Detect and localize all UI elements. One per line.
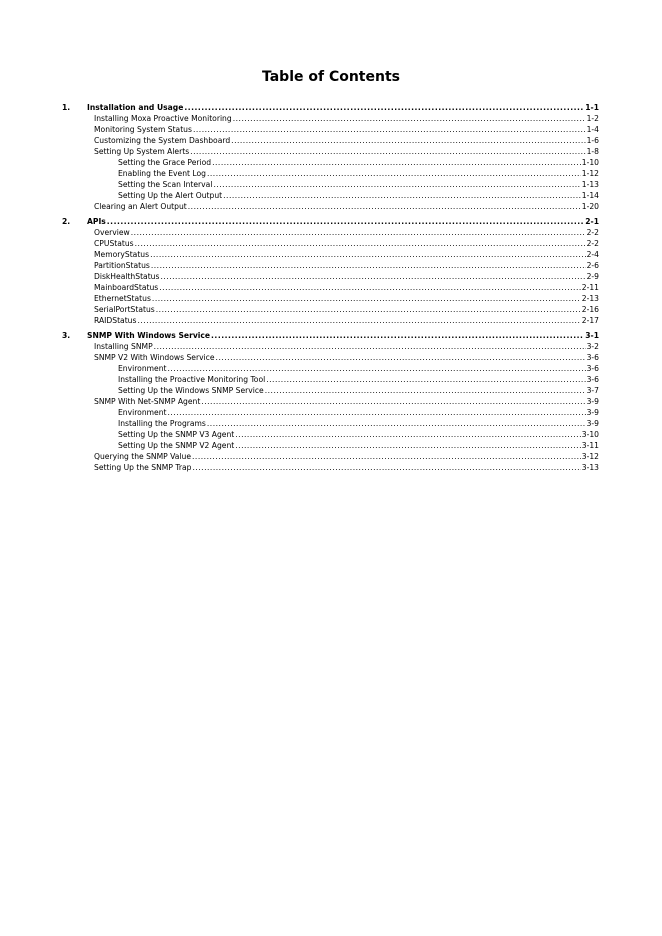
toc-subsection-entry[interactable]: [62, 407, 599, 418]
toc-entry-title: Environment: [118, 364, 167, 373]
toc-entry-title: Clearing an Alert Output: [94, 202, 187, 211]
dot-leader: [211, 330, 584, 341]
toc-chapter-title: SNMP With Windows Service: [87, 331, 211, 340]
toc-subsection-entry[interactable]: [62, 179, 599, 190]
toc-section-entry[interactable]: [62, 201, 599, 212]
toc-page-number: 1-4: [586, 125, 599, 134]
dot-leader: [131, 227, 586, 238]
toc-entry-title: Enabling the Event Log: [118, 169, 206, 178]
dot-leader: [192, 462, 580, 473]
dot-leader: [216, 352, 586, 363]
toc-entry-title: Overview: [94, 228, 130, 237]
dot-leader: [150, 249, 586, 260]
toc-page-number: 1-6: [586, 136, 599, 145]
toc-chapter-title: Installation and Usage: [87, 103, 184, 112]
toc-subsection-entry[interactable]: [62, 190, 599, 201]
dot-leader: [265, 385, 586, 396]
dot-leader: [192, 451, 581, 462]
toc-page-number: 2-9: [586, 272, 599, 281]
toc-section-entry[interactable]: [62, 315, 599, 326]
toc-entry-title: MemoryStatus: [94, 250, 150, 259]
toc-section-entry[interactable]: [62, 135, 599, 146]
toc-section-entry[interactable]: [62, 396, 599, 407]
toc-entry-title: DiskHealthStatus: [94, 272, 160, 281]
toc-entry-title: Environment: [118, 408, 167, 417]
toc-page-number: 2-16: [581, 305, 599, 314]
toc-entry-title: SerialPortStatus: [94, 305, 155, 314]
toc-section-entry[interactable]: [62, 462, 599, 473]
dot-leader: [152, 293, 581, 304]
toc-page-number: 2-13: [581, 294, 599, 303]
dot-leader: [231, 135, 585, 146]
toc-entry-title: Setting Up the Windows SNMP Service: [118, 386, 264, 395]
dot-leader: [135, 238, 586, 249]
toc-page-number: 3-9: [586, 408, 599, 417]
toc-entry-title: Installing the Programs: [118, 419, 206, 428]
toc-page-number: 1-14: [581, 191, 599, 200]
toc-page-number: 3-1: [585, 331, 599, 340]
page-title: Table of Contents: [261, 69, 400, 85]
toc-page-number: 3-12: [581, 452, 599, 461]
toc-page-number: 3-11: [581, 441, 599, 450]
toc-section-entry[interactable]: [62, 124, 599, 135]
toc-section-entry[interactable]: [62, 293, 599, 304]
dot-leader: [156, 304, 581, 315]
dot-leader: [201, 396, 585, 407]
dot-leader: [266, 374, 585, 385]
toc-page-number: 1-2: [586, 114, 599, 123]
toc-entry-title: Customizing the System Dashboard: [94, 136, 231, 145]
dot-leader: [207, 168, 581, 179]
toc-page-number: 2-1: [585, 217, 599, 226]
toc-entry-title: Setting Up the SNMP Trap: [94, 463, 192, 472]
toc-section-entry[interactable]: [62, 238, 599, 249]
toc-entry-title: Installing SNMP: [94, 342, 153, 351]
toc-page-number: 2-2: [586, 239, 599, 248]
toc-page-number: 2-11: [581, 283, 599, 292]
toc-chapter-entry[interactable]: [62, 330, 599, 341]
toc-entry-title: PartitionStatus: [94, 261, 150, 270]
toc-chapter-title: APIs: [87, 217, 106, 226]
toc-page-number: 1-20: [581, 202, 599, 211]
toc-section-entry[interactable]: [62, 227, 599, 238]
toc-page-number: 3-7: [586, 386, 599, 395]
dot-leader: [107, 216, 584, 227]
dot-leader: [159, 282, 581, 293]
toc-section-entry[interactable]: [62, 341, 599, 352]
toc-page-number: 3-6: [586, 364, 599, 373]
dot-leader: [151, 260, 586, 271]
toc-chapter-entry[interactable]: [62, 216, 599, 227]
toc-page-number: 3-6: [586, 353, 599, 362]
dot-leader: [235, 440, 581, 451]
toc-section-entry[interactable]: [62, 304, 599, 315]
toc-page-number: 3-10: [581, 430, 599, 439]
toc-page-number: 1-8: [586, 147, 599, 156]
toc-section-entry[interactable]: [62, 260, 599, 271]
toc-section-entry[interactable]: [62, 113, 599, 124]
toc-entry-title: Installing Moxa Proactive Monitoring: [94, 114, 232, 123]
toc-subsection-entry[interactable]: [62, 168, 599, 179]
toc-entry-title: CPUStatus: [94, 239, 134, 248]
toc-subsection-entry[interactable]: [62, 429, 599, 440]
toc-section-entry[interactable]: [62, 451, 599, 462]
toc-chapter-number: 2.: [62, 217, 71, 226]
toc-page-number: 1-12: [581, 169, 599, 178]
toc-entry-title: Installing the Proactive Monitoring Tool: [118, 375, 266, 384]
toc-page-number: 3-9: [586, 419, 599, 428]
toc-section-entry[interactable]: [62, 249, 599, 260]
toc-subsection-entry[interactable]: [62, 385, 599, 396]
toc-page-number: 2-6: [586, 261, 599, 270]
dot-leader: [235, 429, 581, 440]
toc-page-number: 3-9: [586, 397, 599, 406]
toc-subsection-entry[interactable]: [62, 374, 599, 385]
toc-chapter-number: 1.: [62, 103, 71, 112]
toc-chapter-number: 3.: [62, 331, 71, 340]
table-of-contents: [62, 102, 599, 473]
toc-page-number: 2-17: [581, 316, 599, 325]
toc-entry-title: Setting Up the Alert Output: [118, 191, 223, 200]
toc-section-entry[interactable]: [62, 282, 599, 293]
dot-leader: [160, 271, 585, 282]
dot-leader: [154, 341, 586, 352]
toc-entry-title: Setting the Scan Interval: [118, 180, 213, 189]
toc-entry-title: Setting Up the SNMP V2 Agent: [118, 441, 235, 450]
dot-leader: [168, 363, 586, 374]
dot-leader: [233, 113, 586, 124]
toc-entry-title: Setting Up System Alerts: [94, 147, 190, 156]
toc-entry-title: SNMP With Net-SNMP Agent: [94, 397, 201, 406]
toc-section-entry[interactable]: [62, 352, 599, 363]
toc-entry-title: MainboardStatus: [94, 283, 159, 292]
toc-entry-title: EthernetStatus: [94, 294, 151, 303]
toc-entry-title: SNMP V2 With Windows Service: [94, 353, 215, 362]
dot-leader: [207, 418, 586, 429]
toc-entry-title: Monitoring System Status: [94, 125, 192, 134]
dot-leader: [193, 124, 586, 135]
dot-leader: [137, 315, 580, 326]
toc-page-number: 2-2: [586, 228, 599, 237]
toc-page-number: 3-6: [586, 375, 599, 384]
toc-page-number: 2-4: [586, 250, 599, 259]
dot-leader: [213, 179, 580, 190]
toc-subsection-entry[interactable]: [62, 418, 599, 429]
toc-entry-title: Setting the Grace Period: [118, 158, 212, 167]
toc-subsection-entry[interactable]: [62, 440, 599, 451]
toc-entry-title: Setting Up the SNMP V3 Agent: [118, 430, 235, 439]
dot-leader: [223, 190, 581, 201]
toc-page-number: 3-2: [586, 342, 599, 351]
dot-leader: [168, 407, 586, 418]
toc-section-entry[interactable]: [62, 271, 599, 282]
dot-leader: [188, 201, 581, 212]
toc-page-number: 1-13: [581, 180, 599, 189]
toc-subsection-entry[interactable]: [62, 363, 599, 374]
dot-leader: [184, 102, 584, 113]
toc-entry-title: Querying the SNMP Value: [94, 452, 192, 461]
toc-subsection-entry[interactable]: [62, 157, 599, 168]
toc-chapter-entry[interactable]: [62, 102, 599, 113]
toc-section-entry[interactable]: [62, 146, 599, 157]
toc-page-number: 1-10: [581, 158, 599, 167]
dot-leader: [212, 157, 581, 168]
toc-page-number: 3-13: [581, 463, 599, 472]
toc-page-number: 1-1: [585, 103, 599, 112]
toc-entry-title: RAIDStatus: [94, 316, 137, 325]
dot-leader: [190, 146, 585, 157]
